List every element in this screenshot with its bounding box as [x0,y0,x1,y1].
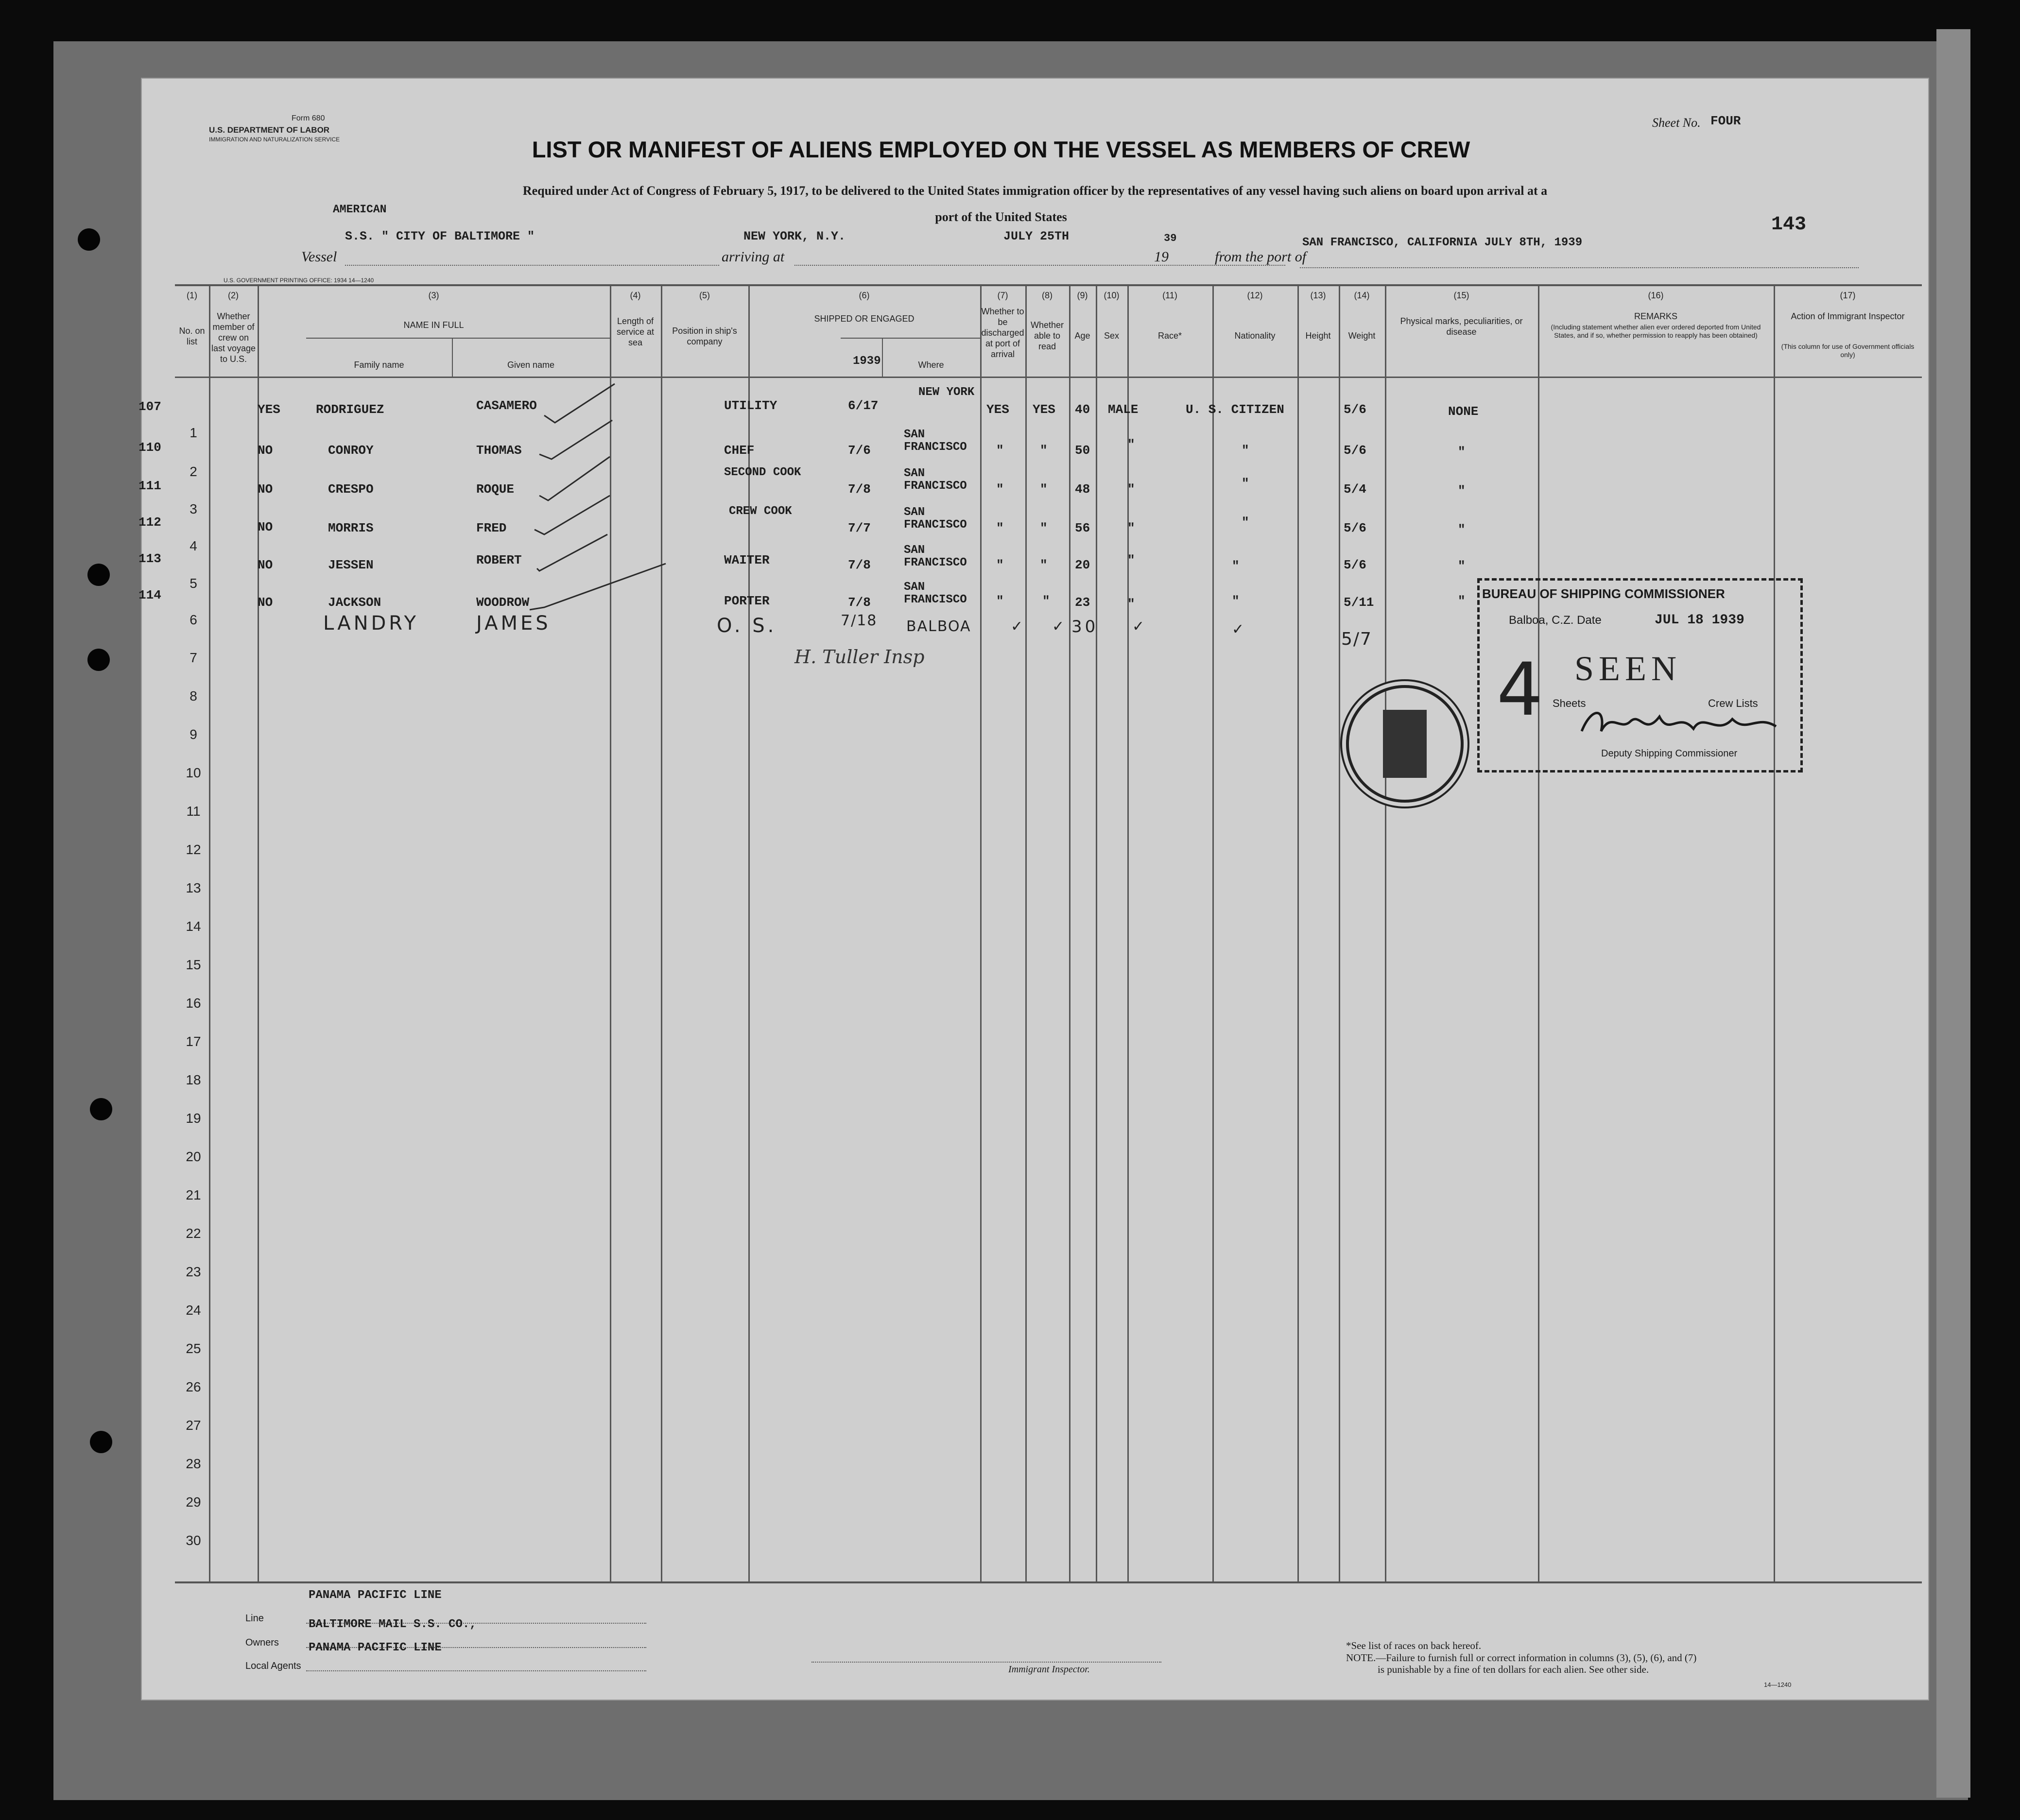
line-number: 12 [186,842,201,857]
position: CREW COOK [729,505,792,518]
line-number: 9 [190,727,197,742]
shipped-where: SAN FRANCISCO [904,544,967,569]
handwritten-position: O. S. [717,615,777,637]
position: SECOND COOK [724,466,801,479]
arriving-label: arriving at [722,249,785,265]
shipped-date: 7/6 [848,443,871,458]
year-suffix: 39 [1164,232,1177,244]
height: 5/4 [1344,482,1366,497]
age: 23 [1075,595,1090,610]
binder-strip [1936,29,1970,1798]
line-number: 25 [186,1341,201,1356]
col-divider [1774,284,1775,1581]
line-number: 11 [186,804,201,819]
col-header: Physical marks, peculiarities, or disease [1400,316,1523,337]
position: CHEF [724,443,755,458]
line-value: PANAMA PACIFIC LINE [309,1589,442,1602]
col-header: Race* [1157,331,1182,341]
serial-number: 114 [138,588,161,602]
sex: MALE [1108,402,1139,417]
age: 20 [1075,558,1090,572]
vessel-name: S.S. " CITY OF BALTIMORE " [345,229,535,243]
line-number: 7 [190,650,197,665]
physical-marks: " [1458,483,1466,498]
line-number: 15 [186,957,201,972]
from-label: from the port of [1215,249,1307,265]
line-number: 20 [186,1149,201,1164]
department: U.S. DEPARTMENT OF LABOR [209,125,330,135]
col-header: REMARKS [1634,311,1677,321]
age: 48 [1075,482,1090,497]
col-header: Action of Immigrant Inspector [1791,311,1905,321]
given-name: FRED [476,521,507,535]
sex: " [1127,482,1135,497]
col-num: (15) [1453,291,1469,300]
owners-value: BALTIMORE MAIL S.S. CO., [309,1618,477,1631]
col-num: (6) [859,291,870,300]
line-number: 21 [186,1187,201,1202]
arriving-dotline [794,265,1285,266]
given-name: WOODROW [476,595,530,610]
family-name: JACKSON [328,595,381,610]
year-prefix: 19 [1154,249,1169,265]
col-header: Whether able to read [1030,320,1064,351]
stamp-title: BUREAU OF SHIPPING COMMISSIONER [1482,586,1725,601]
service: IMMIGRATION AND NATURALIZATION SERVICE [209,136,340,143]
table-top-rule [175,284,1922,286]
last-voyage: NO [258,595,273,610]
col-num: (8) [1042,291,1053,300]
col-num: (9) [1077,291,1088,300]
able-to-read: " [1040,521,1048,535]
note-line2: is punishable by a fine of ten dollars for each alien. See other side. [1378,1664,1649,1675]
handwritten-family-name: LANDRY [323,612,419,635]
line-number: 17 [186,1034,201,1049]
binder-hole [87,649,110,671]
last-voyage: NO [258,520,273,534]
binder-hole [90,1098,112,1120]
sheet-label: Sheet No. [1652,116,1701,130]
col-divider [1339,284,1340,1581]
table-bottom-rule [175,1581,1922,1583]
discharged: " [996,521,1004,535]
physical-marks: " [1458,445,1466,459]
given-name: CASAMERO [476,398,537,413]
line-number: 6 [190,612,197,627]
position: UTILITY [724,398,777,413]
stamp-date: JUL 18 1939 [1655,613,1744,628]
col-num: (5) [699,291,710,300]
nationality: " [1242,515,1249,530]
physical-marks: NONE [1448,404,1479,419]
discharged: " [996,443,1004,458]
form-code: 14—1240 [1764,1681,1792,1688]
able-to-read: " [1040,482,1048,497]
col-divider [209,284,210,1581]
last-voyage: YES [258,402,280,417]
handwritten-height: 5/7 [1341,629,1372,649]
height: 5/6 [1344,521,1366,535]
line-number: 5 [190,576,197,591]
col-num: (12) [1247,291,1263,300]
sex: " [1127,597,1135,611]
physical-marks: " [1458,522,1466,537]
family-name: RODRIGUEZ [316,402,384,417]
shipped-where: SAN FRANCISCO [904,467,967,493]
col-header: Position in ship's company [672,326,737,346]
shipped-where: SAN FRANCISCO [904,581,967,606]
vessel-nationality: AMERICAN [333,203,387,216]
shipping-commissioner-stamp [1477,578,1803,773]
form-number: Form 680 [292,114,325,122]
binder-hole [78,228,100,251]
page-number: 143 [1771,214,1807,236]
shipped-date: 7/8 [848,482,871,497]
last-voyage: NO [258,482,273,497]
nationality: " [1232,559,1240,573]
shipped-where: SAN FRANCISCO [904,428,967,454]
commissioner-signature [1577,702,1786,746]
col-divider [980,284,982,1581]
col-num: (17) [1840,291,1856,300]
line-number: 23 [186,1264,201,1279]
line-number: 28 [186,1456,201,1471]
able-to-read: YES [1033,402,1055,417]
col-divider [1297,284,1299,1581]
col-num: (10) [1104,291,1120,300]
col-num: (4) [630,291,641,300]
line-number: 16 [186,996,201,1011]
col-header: Whether to be discharged at port of arrival [981,307,1024,359]
stamp-handwritten-count: 4 [1497,648,1543,732]
age: 40 [1075,402,1090,417]
family-name: JESSEN [328,558,374,572]
note-line1: NOTE.—Failure to furnish full or correct information in columns (3), (5), (6), and (7) [1346,1652,1697,1664]
table-header-rule [175,377,1922,378]
vessel-dotline [345,265,719,266]
sex: " [1127,437,1135,452]
line-number: 22 [186,1226,201,1241]
col-subheader: Family name [354,360,404,370]
line-number: 30 [186,1533,201,1548]
serial-number: 107 [138,399,161,414]
seal-emblem [1383,710,1427,778]
given-name: THOMAS [476,443,522,458]
handwritten-discharged: ✓ [1011,618,1026,635]
col-header: Sex [1104,331,1120,341]
agents-dotline [306,1670,646,1671]
col-header: Age [1074,331,1090,341]
able-to-read: " [1042,594,1050,608]
able-to-read: " [1040,443,1048,458]
inspector-dotline [811,1662,1161,1663]
nationality: " [1242,443,1249,458]
inspector-note: H. Tuller Insp [794,646,925,668]
last-voyage: NO [258,443,273,458]
shipped-subrule [841,338,980,339]
nationality: " [1242,476,1249,491]
shipped-subdivider [882,338,883,377]
line-number: 19 [186,1111,201,1126]
serial-number: 113 [138,551,161,566]
discharged: " [996,594,1004,608]
line-number: 29 [186,1494,201,1510]
col-num: (14) [1354,291,1370,300]
col-header-note: (This column for use of Government officials only) [1781,343,1915,359]
col-header: No. on list [179,326,205,346]
age: 50 [1075,443,1090,458]
last-voyage: NO [258,558,273,572]
sex: " [1127,553,1135,567]
line-number: 27 [186,1418,201,1433]
col-divider [1538,284,1539,1581]
stamp-place: Balboa, C.Z. Date [1509,614,1602,627]
col-subheader: 1939 [853,355,881,368]
port-of-balboa-seal [1346,685,1464,803]
stamp-crew-lists: Crew Lists [1708,697,1758,709]
line-number: 8 [190,688,197,704]
line-number: 14 [186,919,201,934]
col-header: NAME IN FULL [403,320,464,330]
col-divider [1212,284,1214,1581]
serial-number: 111 [138,479,161,493]
col-divider [1096,284,1097,1581]
given-name: ROQUE [476,482,515,497]
shipped-date: 7/8 [848,595,871,610]
age: 56 [1075,521,1090,535]
checkmark-strokes [525,374,797,617]
position: PORTER [724,594,770,608]
col-divider [258,284,259,1581]
binder-hole [87,564,110,586]
col-header: Nationality [1234,331,1276,341]
discharged: " [996,482,1004,497]
col-num: (7) [997,291,1008,300]
sex: " [1127,521,1135,535]
line-number: 1 [190,425,197,440]
name-subrule [306,338,610,339]
handwritten-sex: ✓ [1132,618,1148,635]
from-dotline [1300,267,1859,268]
height: 5/6 [1344,558,1366,572]
col-num: (11) [1162,291,1177,300]
col-subheader: Given name [507,360,555,370]
stamp-signatory: Deputy Shipping Commissioner [1601,748,1738,759]
handwritten-nationality: ✓ [1232,621,1247,638]
physical-marks: " [1458,594,1466,608]
col-divider [1385,284,1386,1581]
col-header: SHIPPED OR ENGAGED [814,314,915,324]
handwritten-age: 30 [1071,617,1099,636]
family-name: MORRIS [328,521,374,535]
handwritten-date: 7/18 [841,612,878,629]
handwritten-given-name: JAMES [476,612,551,635]
line-number: 3 [190,501,197,516]
arrival-date: JULY 25TH [1003,229,1070,243]
family-name: CRESPO [328,482,374,497]
nationality: " [1232,594,1240,608]
height: 5/6 [1344,443,1366,458]
page-title: LIST OR MANIFEST OF ALIENS EMPLOYED ON THE VESSEL AS MEMBERS OF CREW [532,137,1470,162]
arriving-port: NEW YORK, N.Y. [743,229,846,243]
given-name: ROBERT [476,553,522,567]
line-number: 2 [190,464,197,479]
discharged: YES [986,402,1009,417]
col-num: (1) [187,291,197,300]
handwritten-read: ✓ [1052,618,1068,635]
col-num: (13) [1310,291,1326,300]
col-divider [1025,284,1027,1581]
height: 5/6 [1344,402,1366,417]
col-divider [1069,284,1070,1581]
col-subheader: Where [918,360,944,370]
serial-number: 110 [138,440,161,455]
stamp-sheets: Sheets [1553,697,1586,709]
subtitle-line2: port of the United States [935,210,1067,224]
manifest-sheet [138,78,1929,1700]
races-note: *See list of races on back hereof. [1346,1640,1482,1651]
family-name: CONROY [328,443,374,458]
subtitle-line1: Required under Act of Congress of February 5, 1917, to be delivered to the United States immigration officer by the representatives of any vessel having such aliens on board upon arrival at a [522,184,1548,198]
col-num: (16) [1648,291,1664,300]
position: WAITER [724,553,770,567]
col-num: (2) [228,291,239,300]
nationality: U. S. CITIZEN [1186,402,1284,417]
col-header: Whether member of crew on last voyage to U.S. [211,311,256,364]
col-header: Length of service at sea [616,316,655,347]
shipped-where: NEW YORK [918,386,975,399]
line-number: 13 [186,880,201,895]
stamp-seen: SEEN [1574,649,1681,688]
vessel-label: Vessel [301,249,337,265]
printing-office: U.S. GOVERNMENT PRINTING OFFICE: 1934 14—1240 [224,277,374,284]
shipped-date: 6/17 [848,398,879,413]
agents-label: Local Agents [245,1661,301,1671]
physical-marks: " [1458,559,1466,573]
binder-hole [90,1431,112,1453]
agents-value: PANAMA PACIFIC LINE [309,1641,442,1654]
col-header-note: (Including statement whether alien ever ordered deported from United States, and if so, whether permission to reapply has been obtained) [1551,323,1761,339]
line-number: 18 [186,1072,201,1087]
able-to-read: " [1040,558,1048,572]
line-number: 10 [186,765,201,780]
handwritten-where: BALBOA [906,618,971,635]
from-port: SAN FRANCISCO, CALIFORNIA JULY 8TH, 1939 [1302,236,1583,249]
line-number: 24 [186,1303,201,1318]
line-number: 26 [186,1379,201,1394]
shipped-date: 7/8 [848,558,871,572]
line-number: 4 [190,538,197,553]
serial-number: 112 [138,515,161,530]
inspector-label: Immigrant Inspector. [1008,1664,1090,1675]
discharged: " [996,558,1004,572]
col-header: Weight [1348,331,1376,341]
col-divider [1127,284,1129,1581]
sheet-value: FOUR [1710,114,1741,128]
owners-label: Owners [245,1637,279,1648]
line-label: Line [245,1613,264,1624]
name-subdivider [452,338,453,377]
col-num: (3) [428,291,439,300]
shipped-date: 7/7 [848,521,871,535]
height: 5/11 [1344,595,1374,610]
shipped-where: SAN FRANCISCO [904,506,967,532]
col-header: Height [1305,331,1331,341]
